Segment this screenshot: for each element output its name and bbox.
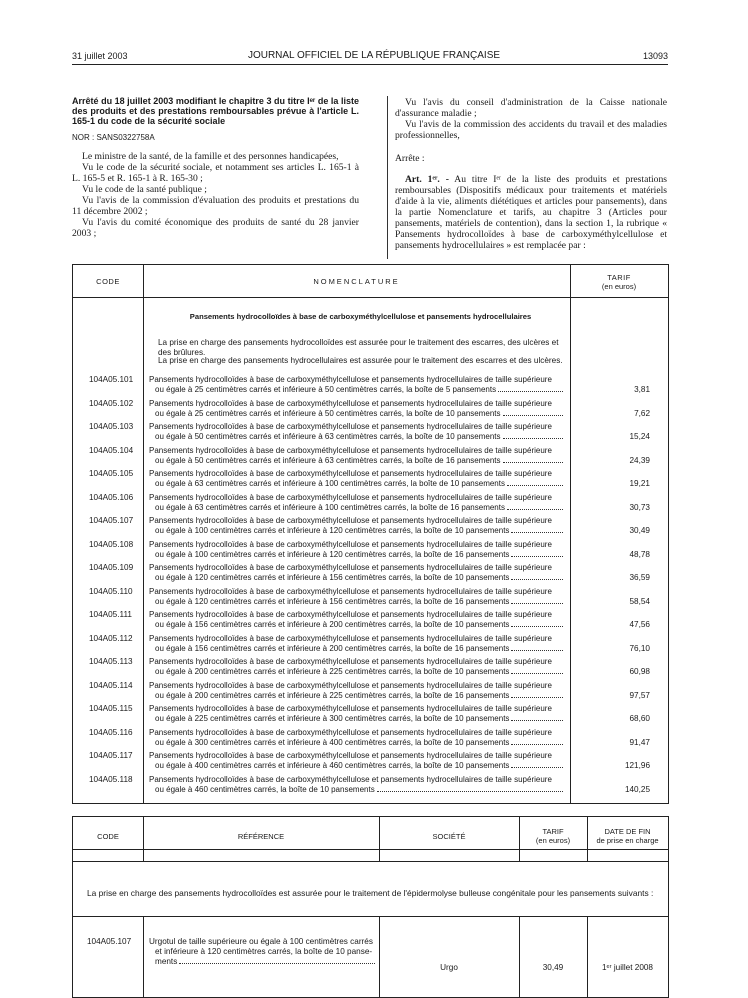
table-row [73, 633, 668, 655]
description-line-text: ou égale à 225 centimètres carrés et inférieure à 300 centimètres carrés, la boîte de 10 pansements [155, 714, 510, 723]
paragraph: Vu le code de la sécurité sociale, et notamment ses articles L. 165-1 à L. 165-5 et R. 165-1 à R. 165-30 ; [72, 162, 359, 185]
header-code: CODE [96, 277, 120, 286]
row-tarif: 30,49 [542, 963, 564, 972]
article-label: Art. 1ᵉʳ. - [405, 174, 449, 185]
row-price: 48,78 [629, 549, 650, 559]
dot-leader [503, 409, 563, 416]
dot-leader [507, 479, 563, 486]
table-row [73, 398, 668, 420]
intro-hydrocolloides: La prise en charge des pansements hydrocolloïdes est assurée pour le traitement des escarres, des ulcères et des brûlures. [158, 338, 559, 357]
header-tarif-unit: (en euros) [535, 836, 571, 845]
row-price: 76,10 [629, 643, 650, 653]
description-line [149, 667, 563, 677]
dot-leader [503, 456, 563, 463]
reference-line-text: ments [155, 957, 178, 966]
row-description [149, 493, 563, 513]
row-price: 30,73 [629, 502, 650, 512]
left-column [72, 97, 359, 239]
description-line: Pansements hydrocolloïdes à base de carboxyméthylcellulose et pansements hydrocellulaires de taille supérieure [149, 727, 552, 737]
row-description [149, 469, 563, 489]
header-tarif-unit: (en euros) [601, 282, 637, 291]
row-price: 3,81 [634, 385, 650, 394]
row-description [149, 587, 563, 607]
description-line-text: ou égale à 300 centimètres carrés et inférieure à 400 centimètres carrés, la boîte de 10 pansements [155, 737, 510, 747]
description-line-text: ou égale à 400 centimètres carrés et inférieure à 460 centimètres carrés, la boîte de 10 pansements [155, 761, 510, 770]
nomenclature-table [72, 264, 669, 804]
paragraph: Le ministre de la santé, de la famille et des personnes handicapées, [82, 151, 339, 163]
description-line [149, 503, 563, 513]
article-1 [395, 174, 667, 251]
dot-leader [511, 597, 563, 604]
description-line [149, 573, 563, 583]
table-row [73, 680, 668, 702]
description-line [149, 456, 563, 466]
right-column [395, 97, 667, 251]
description-line [149, 785, 563, 795]
description-line: Pansements hydrocolloïdes à base de carboxyméthylcellulose et pansements hydrocellulaires de taille supérieure [149, 704, 552, 713]
dot-leader [377, 785, 563, 792]
description-line-text: ou égale à 100 centimètres carrés et inférieure à 120 centimètres carrés, la boîte de 16 pansements [155, 549, 510, 559]
row-price: 97,57 [629, 690, 650, 700]
column-divider [379, 916, 380, 997]
dot-leader [511, 573, 563, 580]
row-code: 104A05.101 [89, 375, 134, 384]
row-description [149, 751, 563, 771]
row-code: 104A05.104 [89, 445, 134, 455]
description-line: Pansements hydrocolloïdes à base de carboxyméthylcellulose et pansements hydrocellulaires de taille supérieure [149, 375, 552, 384]
row-price: 58,54 [629, 596, 650, 606]
column-divider [587, 916, 588, 997]
header-date-fin-sub: de prise en charge [596, 836, 659, 845]
row-code: 104A05.113 [89, 657, 133, 666]
header-reference: RÉFÉRENCE [237, 832, 285, 841]
row-price: 47,56 [629, 620, 650, 629]
dot-leader [498, 385, 563, 392]
coverage-note: La prise en charge des pansements hydrocolloïdes est assurée pour le traitement de l'épidermolyse bulleuse congénitale pour les pansements suivants : [87, 888, 654, 898]
dot-leader [511, 714, 563, 721]
dot-leader [507, 503, 563, 510]
reference-line: et inférieure à 120 centimètres carrés, la boîte de 10 panse- [155, 947, 373, 956]
description-line: Pansements hydrocolloïdes à base de carboxyméthylcellulose et pansements hydrocellulaires de taille supérieure [149, 469, 552, 478]
row-price: 30,49 [629, 526, 650, 535]
description-line [149, 738, 563, 748]
row-code: 104A05.103 [89, 422, 134, 431]
description-line: Pansements hydrocolloïdes à base de carboxyméthylcellulose et pansements hydrocellulaires de taille supérieure [149, 539, 552, 549]
row-code: 104A05.102 [89, 398, 134, 408]
description-line-text: ou égale à 50 centimètres carrés et inférieure à 63 centimètres carrés, la boîte de 16 pansements [155, 455, 501, 465]
note-divider [73, 916, 668, 917]
row-code: 104A05.106 [89, 492, 134, 502]
description-line-text: ou égale à 63 centimètres carrés et inférieure à 100 centimètres carrés, la boîte de 16 pansements [155, 502, 505, 512]
description-line: Pansements hydrocolloïdes à base de carboxyméthylcellulose et pansements hydrocellulaires de taille supérieure [149, 398, 552, 408]
paragraph: Vu le code de la santé publique ; [82, 184, 207, 196]
product-table [72, 816, 669, 998]
description-line [149, 550, 563, 560]
description-line: Pansements hydrocolloïdes à base de carboxyméthylcellulose et pansements hydrocellulaires de taille supérieure [149, 774, 552, 784]
table-row [73, 656, 668, 678]
row-societe: Urgo [440, 963, 458, 972]
row-description [149, 704, 563, 724]
dot-leader [511, 761, 563, 768]
table-row [73, 445, 668, 467]
description-line-text: ou égale à 100 centimètres carrés et inférieure à 120 centimètres carrés, la boîte de 10 pansements [155, 526, 510, 535]
description-line-text: ou égale à 63 centimètres carrés et inférieure à 100 centimètres carrés, la boîte de 10 pansements [155, 479, 505, 488]
paragraph: Vu l'avis de la commission d'évaluation des produits et prestations du 11 décembre 2002 ; [72, 195, 359, 218]
description-line: Pansements hydrocolloïdes à base de carboxyméthylcellulose et pansements hydrocellulaires de taille supérieure [149, 751, 552, 760]
row-price: 91,47 [629, 737, 650, 747]
row-price: 68,60 [629, 714, 650, 723]
row-description [149, 422, 563, 442]
row-code: 104A05.117 [89, 751, 133, 760]
row-code: 104A05.107 [87, 937, 132, 946]
header-nomenclature: NOMENCLATURE [313, 277, 400, 286]
row-code: 104A05.112 [89, 633, 133, 643]
table-row [73, 492, 668, 514]
description-line-text: ou égale à 156 centimètres carrés et inférieure à 200 centimètres carrés, la boîte de 16 pansements [155, 643, 510, 653]
row-code: 104A05.118 [89, 774, 133, 784]
dot-leader [511, 738, 563, 745]
reference-line: Urgotul de taille supérieure ou égale à 100 centimètres carrés [149, 937, 373, 946]
table-row [73, 539, 668, 561]
header-tarif: TARIF [542, 827, 564, 836]
row-price: 15,24 [629, 432, 650, 441]
row-price: 121,96 [624, 761, 650, 770]
table-row [73, 515, 668, 537]
table-row [73, 374, 668, 396]
row-description [149, 446, 563, 466]
row-price: 24,39 [629, 455, 650, 465]
description-line [149, 620, 563, 630]
column-separator [387, 96, 388, 259]
dot-leader [511, 644, 563, 651]
row-description [149, 540, 563, 560]
description-line-text: ou égale à 120 centimètres carrés et inférieure à 156 centimètres carrés, la boîte de 16 pansements [155, 596, 510, 606]
description-line [149, 761, 563, 771]
row-code: 104A05.107 [89, 516, 134, 525]
description-line: Pansements hydrocolloïdes à base de carboxyméthylcellulose et pansements hydrocellulaires de taille supérieure [149, 563, 552, 572]
description-line: Pansements hydrocolloïdes à base de carboxyméthylcellulose et pansements hydrocellulaires de taille supérieure [149, 586, 552, 596]
description-line-text: ou égale à 120 centimètres carrés et inférieure à 156 centimètres carrés, la boîte de 10 pansements [155, 573, 510, 582]
description-line [149, 432, 563, 442]
journal-title: JOURNAL OFFICIEL DE LA RÉPUBLIQUE FRANÇAISE [247, 50, 501, 61]
dot-leader [511, 691, 563, 698]
row-code: 104A05.108 [89, 539, 134, 549]
row-description [149, 681, 563, 701]
dot-leader [511, 550, 563, 557]
dot-leader [511, 620, 563, 627]
description-line: Pansements hydrocolloïdes à base de carboxyméthylcellulose et pansements hydrocellulaires de taille supérieure [149, 633, 552, 643]
description-line: Pansements hydrocolloïdes à base de carboxyméthylcellulose et pansements hydrocellulaires de taille supérieure [149, 445, 552, 455]
header-tarif: TARIF [607, 273, 631, 282]
description-line [149, 597, 563, 607]
section-title: Pansements hydrocolloïdes à base de carboxyméthylcellulose et pansements hydrocellulaires [189, 312, 532, 321]
header-code: CODE [97, 832, 119, 841]
column-divider [143, 916, 144, 997]
row-code: 104A05.116 [89, 727, 133, 737]
row-code: 104A05.114 [89, 680, 133, 690]
row-description [149, 399, 563, 419]
row-price: 36,59 [629, 573, 650, 582]
table-row [73, 750, 668, 772]
description-line-text: ou égale à 25 centimètres carrés et inférieure à 50 centimètres carrés, la boîte de 5 pansements [155, 385, 497, 394]
description-line: Pansements hydrocolloïdes à base de carboxyméthylcellulose et pansements hydrocellulaires de taille supérieure [149, 422, 552, 431]
description-line: Pansements hydrocolloïdes à base de carboxyméthylcellulose et pansements hydrocellulaires de taille supérieure [149, 610, 552, 619]
row-code: 104A05.111 [89, 610, 132, 619]
table-row [73, 609, 668, 631]
intro-hydrocellulaires: La prise en charge des pansements hydrocellulaires est assurée pour le traitement des escarres et des ulcères. [158, 356, 563, 365]
description-line-text: ou égale à 50 centimètres carrés et inférieure à 63 centimètres carrés, la boîte de 10 pansements [155, 432, 501, 441]
row-price: 7,62 [634, 408, 650, 418]
description-line: Pansements hydrocolloïdes à base de carboxyméthylcellulose et pansements hydrocellulaires de taille supérieure [149, 516, 552, 525]
description-line: Pansements hydrocolloïdes à base de carboxyméthylcellulose et pansements hydrocellulaires de taille supérieure [149, 657, 552, 666]
row-date-fin: 1ᵉʳ juillet 2008 [602, 963, 653, 972]
decree-title: Arrêté du 18 juillet 2003 modifiant le chapitre 3 du titre Iᵉʳ de la liste des produits et des prestations remboursables prévue à l'article L. 165-1 du code de la sécurité sociale [72, 96, 359, 126]
row-code: 104A05.105 [89, 469, 134, 478]
description-line [149, 479, 563, 489]
description-line [149, 385, 563, 395]
header-divider [73, 297, 668, 298]
table-row [73, 421, 668, 443]
description-line-text: ou égale à 200 centimètres carrés et inférieure à 225 centimètres carrés, la boîte de 16 pansements [155, 690, 510, 700]
description-line [149, 691, 563, 701]
description-line [149, 409, 563, 419]
row-description [149, 563, 563, 583]
header-societe: SOCIÉTÉ [432, 832, 466, 841]
row-description [149, 657, 563, 677]
row-description [149, 634, 563, 654]
description-line: Pansements hydrocolloïdes à base de carboxyméthylcellulose et pansements hydrocellulaires de taille supérieure [149, 680, 552, 690]
header-divider [73, 849, 668, 850]
row-price: 19,21 [629, 479, 650, 488]
description-line-text: ou égale à 460 centimètres carrés, la boîte de 10 pansements [155, 784, 375, 794]
nor-reference: NOR : SANS0322758A [72, 133, 155, 143]
row-description [149, 610, 563, 630]
row-code: 104A05.110 [89, 586, 133, 596]
arrete-heading: Arrête : [395, 153, 425, 164]
paragraph: Vu l'avis du comité économique des produits de santé du 28 janvier 2003 ; [72, 217, 359, 240]
description-line: Pansements hydrocolloïdes à base de carboxyméthylcellulose et pansements hydrocellulaires de taille supérieure [149, 492, 552, 502]
description-line [149, 526, 563, 536]
page-number: 13093 [642, 51, 668, 61]
header-rule [72, 64, 668, 65]
row-description [149, 375, 563, 395]
header-divider [73, 861, 668, 862]
row-code: 104A05.109 [89, 563, 134, 572]
table-row [73, 703, 668, 725]
description-line [149, 714, 563, 724]
table-row [73, 586, 668, 608]
page-date: 31 juillet 2003 [72, 51, 128, 61]
description-line-text: ou égale à 25 centimètres carrés et inférieure à 50 centimètres carrés, la boîte de 10 pansements [155, 408, 501, 418]
paragraph: Vu l'avis de la commission des accidents du travail et des maladies professionnelles, [395, 119, 667, 141]
header-date-fin: DATE DE FIN [604, 827, 651, 836]
row-description [149, 728, 563, 748]
dot-leader [511, 667, 563, 674]
dot-leader [503, 432, 563, 439]
paragraph: Vu l'avis du conseil d'administration de la Caisse nationale d'assurance maladie ; [395, 97, 667, 119]
article-text: Au titre Iᵉʳ de la liste des produits et prestations remboursables (Dispositifs médicaux pour traitements et matériels d'aide à la vie, aliments diététiques et articles pour pansements), dans la partie Nomenclature et tarifs, au chapitre 3 (Articles pour pansements, matériels de contention), dans la section 1, la rubrique « Pansements hydrocolloïdes à base de carboxyméthylcellulose et pansements hydrocellulaires » est remplacée par : [395, 174, 667, 251]
dot-leader [179, 957, 375, 964]
description-line [149, 644, 563, 654]
dot-leader [511, 526, 563, 533]
row-description [149, 516, 563, 536]
table-row [73, 774, 668, 796]
row-description [149, 775, 563, 795]
row-price: 140,25 [624, 784, 650, 794]
row-reference [149, 937, 375, 967]
column-divider [519, 916, 520, 997]
table-row [73, 468, 668, 490]
row-price: 60,98 [629, 667, 650, 676]
reference-line [149, 957, 375, 967]
table-row [73, 727, 668, 749]
description-line-text: ou égale à 200 centimètres carrés et inférieure à 225 centimètres carrés, la boîte de 10 pansements [155, 667, 510, 676]
row-code: 104A05.115 [89, 704, 133, 713]
table-row [73, 562, 668, 584]
description-line-text: ou égale à 156 centimètres carrés et inférieure à 200 centimètres carrés, la boîte de 10 pansements [155, 620, 510, 629]
